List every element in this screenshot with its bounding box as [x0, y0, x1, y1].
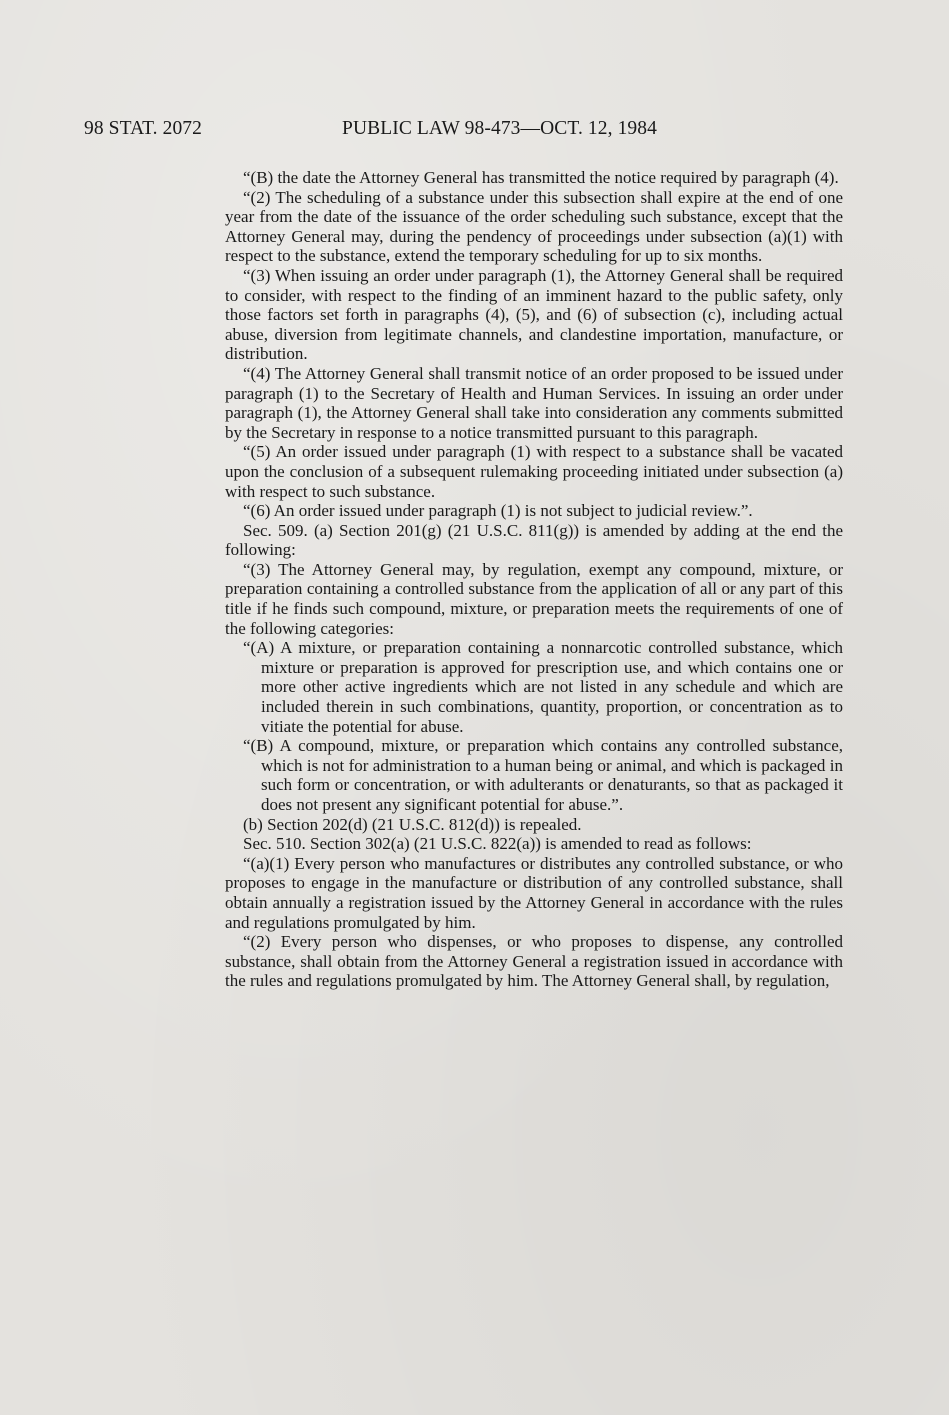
paragraph-b-date-notice: “(B) the date the Attorney General has transmitted the notice required by paragraph (4). [243, 168, 839, 187]
section-509-a: Sec. 509. (a) Section 201(g) (21 U.S.C. 811(g)) is amended by adding at the end the following: [225, 520, 843, 560]
section-510: Sec. 510. Section 302(a) (21 U.S.C. 822(a)) is amended to read as follows: [243, 834, 752, 854]
paragraph-a1-registration: “(a)(1) Every person who manufactures or distributes any controlled substance, or who proposes to engage in the manufacture or distribution of any controlled substance, shall obtain annually a registration issued by the Attorney General in accordance with the rules and regulations promulgated by him. [225, 853, 843, 932]
document-body [225, 168, 843, 991]
subparagraph-a-mixture: “(A) A mixture, or preparation containing a nonnarcotic controlled substance, which mixture or preparation is approved for prescription use, and which contains one or more other active ingredients which are not listed in any schedule and which are included therein in such combinations, quantity, proportion, or concentration as to vitiate the potential for abuse. [243, 638, 843, 736]
section-509-b: (b) Section 202(d) (21 U.S.C. 812(d)) is repealed. [243, 814, 582, 834]
paragraph-3-exemption: “(3) The Attorney General may, by regulation, exempt any compound, mixture, or preparation containing a controlled substance from the application of all or any part of this title if he finds such compound, mixture, or preparation meets the requirements of one of the following categories: [225, 559, 843, 638]
paragraph-2-dispense-registration: “(2) Every person who dispenses, or who proposes to dispense, any controlled substance, shall obtain from the Attorney General a registration issued in accordance with the rules and regulations promulgated by him. The Attorney General shall, by regulation, [225, 932, 843, 991]
paragraph-2-scheduling-expiry: “(2) The scheduling of a substance under this subsection shall expire at the end of one year from the date of the issuance of the order scheduling such substance, except that the Attorney General may, during the pendency of proceedings under subsection (a)(1) with respect to the substance, extend the temporary scheduling for up to six months. [225, 187, 843, 266]
page-header [84, 118, 844, 148]
statute-page-number: 98 STAT. 2072 [84, 118, 203, 139]
paragraph-3-issuing-order: “(3) When issuing an order under paragraph (1), the Attorney General shall be required to consider, with respect to the finding of an imminent hazard to the public safety, only those factors set forth in paragraphs (4), (5), and (6) of subsection (c), including actual abuse, diversion from legitimate channels, and clandestine importation, manufacture, or distribution. [225, 265, 843, 364]
paragraph-4-notice-secretary: “(4) The Attorney General shall transmit notice of an order proposed to be issued under paragraph (1) to the Secretary of Health and Human Services. In issuing an order under paragraph (1), the Attorney General shall take into consideration any comments submitted by the Secretary in response to a notice transmitted pursuant to this paragraph. [225, 363, 843, 442]
paragraph-5-order-vacated: “(5) An order issued under paragraph (1) with respect to a substance shall be vacated upon the conclusion of a subsequent rulemaking proceeding initiated under subsection (a) with respect to such substance. [225, 442, 843, 501]
public-law-title: PUBLIC LAW 98-473—OCT. 12, 1984 [342, 118, 657, 139]
subparagraph-b-compound: “(B) A compound, mixture, or preparation which contains any controlled substance, which is not for administration to a human being or animal, and which is packaged in such form or concentration, or with adulterants or denaturants, so that as packaged it does not present any significant potential for abuse.”. [243, 736, 843, 814]
paragraph-6-judicial-review: “(6) An order issued under paragraph (1) is not subject to judicial review.”. [243, 501, 753, 521]
